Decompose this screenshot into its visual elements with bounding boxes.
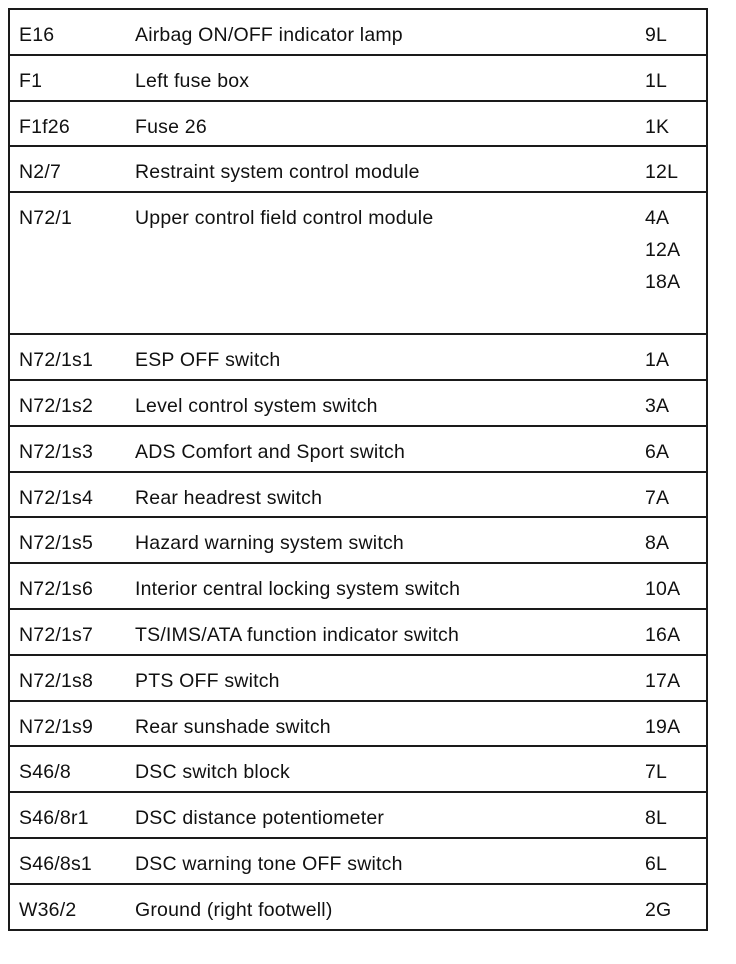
grid-location-cell bbox=[645, 563, 707, 609]
component-description: Rear sunshade switch bbox=[135, 715, 331, 738]
component-code: N72/1s4 bbox=[19, 486, 94, 509]
legend-row bbox=[9, 884, 707, 930]
component-code-cell bbox=[9, 792, 135, 838]
grid-location: 8L bbox=[645, 807, 668, 830]
legend-row bbox=[9, 192, 707, 334]
component-code-cell bbox=[9, 472, 135, 518]
grid-location: 6L bbox=[645, 852, 668, 875]
component-code-cell bbox=[9, 609, 135, 655]
component-description: PTS OFF switch bbox=[135, 669, 280, 692]
component-code-cell bbox=[9, 838, 135, 884]
grid-location-cell bbox=[645, 101, 707, 147]
component-code-cell bbox=[9, 655, 135, 701]
component-description: DSC switch block bbox=[135, 761, 290, 784]
component-code: N72/1 bbox=[19, 207, 73, 230]
grid-location: 19A bbox=[645, 715, 681, 738]
component-description: DSC distance potentiometer bbox=[135, 807, 385, 830]
legend-row bbox=[9, 9, 707, 55]
legend-table-body bbox=[9, 9, 707, 930]
component-description-cell bbox=[135, 146, 645, 192]
component-description-cell bbox=[135, 9, 645, 55]
component-description: Ground (right footwell) bbox=[135, 898, 333, 921]
legend-row bbox=[9, 334, 707, 380]
component-code: N72/1s7 bbox=[19, 623, 94, 646]
component-description-cell bbox=[135, 563, 645, 609]
legend-row bbox=[9, 701, 707, 747]
component-description-cell bbox=[135, 792, 645, 838]
legend-row bbox=[9, 146, 707, 192]
grid-location-cell bbox=[645, 655, 707, 701]
component-description-cell bbox=[135, 746, 645, 792]
component-description: Airbag ON/OFF indicator lamp bbox=[135, 24, 403, 46]
component-code-cell bbox=[9, 380, 135, 426]
component-description-cell bbox=[135, 192, 645, 334]
legend-row bbox=[9, 101, 707, 147]
component-code: N72/1s1 bbox=[19, 349, 94, 372]
component-description-cell bbox=[135, 334, 645, 380]
grid-location-cell bbox=[645, 334, 707, 380]
component-code-cell bbox=[9, 55, 135, 101]
component-code: S46/8s1 bbox=[19, 852, 92, 875]
legend-row bbox=[9, 838, 707, 884]
component-code-cell bbox=[9, 517, 135, 563]
component-code: E16 bbox=[19, 24, 55, 46]
component-code-cell bbox=[9, 101, 135, 147]
grid-location: 16A bbox=[645, 623, 681, 646]
grid-location: 7L bbox=[645, 761, 668, 784]
component-code-cell bbox=[9, 334, 135, 380]
grid-location-cell bbox=[645, 792, 707, 838]
grid-location: 4A bbox=[645, 207, 670, 230]
component-description-cell bbox=[135, 655, 645, 701]
grid-location: 12L bbox=[645, 161, 679, 184]
grid-location: 9L bbox=[645, 24, 668, 46]
legend-row bbox=[9, 426, 707, 472]
component-code-cell bbox=[9, 9, 135, 55]
grid-location-cell bbox=[645, 472, 707, 518]
grid-location: 2G bbox=[645, 898, 672, 921]
component-description: Fuse 26 bbox=[135, 115, 207, 138]
grid-location: 6A bbox=[645, 440, 670, 463]
component-description: DSC warning tone OFF switch bbox=[135, 852, 403, 875]
grid-location-cell bbox=[645, 380, 707, 426]
grid-location-cell bbox=[645, 426, 707, 472]
component-description-cell bbox=[135, 101, 645, 147]
component-description: ADS Comfort and Sport switch bbox=[135, 440, 406, 463]
component-code: N72/1s6 bbox=[19, 578, 94, 601]
component-code: F1f26 bbox=[19, 115, 70, 138]
component-description: Level control system switch bbox=[135, 394, 378, 417]
grid-location-cell bbox=[645, 517, 707, 563]
grid-location: 1K bbox=[645, 115, 670, 138]
component-description-cell bbox=[135, 884, 645, 930]
grid-location-cell bbox=[645, 146, 707, 192]
component-code-cell bbox=[9, 701, 135, 747]
grid-location-cell bbox=[645, 9, 707, 55]
component-description: Interior central locking system switch bbox=[135, 578, 461, 601]
legend-row bbox=[9, 746, 707, 792]
component-code-cell bbox=[9, 884, 135, 930]
grid-location-cell bbox=[645, 884, 707, 930]
component-description: Hazard warning system switch bbox=[135, 532, 404, 555]
legend-row bbox=[9, 380, 707, 426]
legend-row bbox=[9, 563, 707, 609]
grid-location: 1L bbox=[645, 69, 668, 92]
grid-location: 17A bbox=[645, 669, 681, 692]
grid-location: 7A bbox=[645, 486, 670, 509]
component-code: N72/1s3 bbox=[19, 440, 94, 463]
component-code: N72/1s8 bbox=[19, 669, 94, 692]
component-code: N72/1s9 bbox=[19, 715, 94, 738]
component-description: Left fuse box bbox=[135, 69, 250, 92]
component-description-cell bbox=[135, 838, 645, 884]
component-code-cell bbox=[9, 146, 135, 192]
legend-row bbox=[9, 472, 707, 518]
grid-location: 18A bbox=[645, 271, 681, 294]
component-description-cell bbox=[135, 517, 645, 563]
grid-location: 8A bbox=[645, 532, 670, 555]
component-description-cell bbox=[135, 472, 645, 518]
component-code-cell bbox=[9, 563, 135, 609]
component-legend-table bbox=[8, 8, 708, 931]
legend-row bbox=[9, 55, 707, 101]
component-description-cell bbox=[135, 701, 645, 747]
component-code: N2/7 bbox=[19, 161, 61, 184]
legend-row bbox=[9, 517, 707, 563]
component-code: N72/1s5 bbox=[19, 532, 94, 555]
component-description-cell bbox=[135, 426, 645, 472]
component-description: ESP OFF switch bbox=[135, 349, 281, 372]
component-description: Restraint system control module bbox=[135, 161, 420, 184]
component-description-cell bbox=[135, 380, 645, 426]
legend-row bbox=[9, 792, 707, 838]
component-code: W36/2 bbox=[19, 898, 77, 921]
component-code: F1 bbox=[19, 69, 43, 92]
component-code: N72/1s2 bbox=[19, 394, 94, 417]
grid-location-cell bbox=[645, 746, 707, 792]
component-code: S46/8 bbox=[19, 761, 71, 784]
component-description-cell bbox=[135, 609, 645, 655]
component-description: Upper control field control module bbox=[135, 207, 434, 230]
grid-location: 3A bbox=[645, 394, 670, 417]
grid-location-cell bbox=[645, 192, 707, 334]
grid-location: 12A bbox=[645, 239, 681, 262]
legend-row bbox=[9, 609, 707, 655]
component-code: S46/8r1 bbox=[19, 807, 89, 830]
legend-row bbox=[9, 655, 707, 701]
component-code-cell bbox=[9, 426, 135, 472]
grid-location: 10A bbox=[645, 578, 681, 601]
grid-location-cell bbox=[645, 55, 707, 101]
component-code-cell bbox=[9, 192, 135, 334]
grid-location: 1A bbox=[645, 349, 670, 372]
component-code-cell bbox=[9, 746, 135, 792]
grid-location-cell bbox=[645, 701, 707, 747]
component-description: Rear headrest switch bbox=[135, 486, 323, 509]
component-description: TS/IMS/ATA function indicator switch bbox=[135, 623, 460, 646]
component-description-cell bbox=[135, 55, 645, 101]
grid-location-cell bbox=[645, 838, 707, 884]
grid-location-cell bbox=[645, 609, 707, 655]
